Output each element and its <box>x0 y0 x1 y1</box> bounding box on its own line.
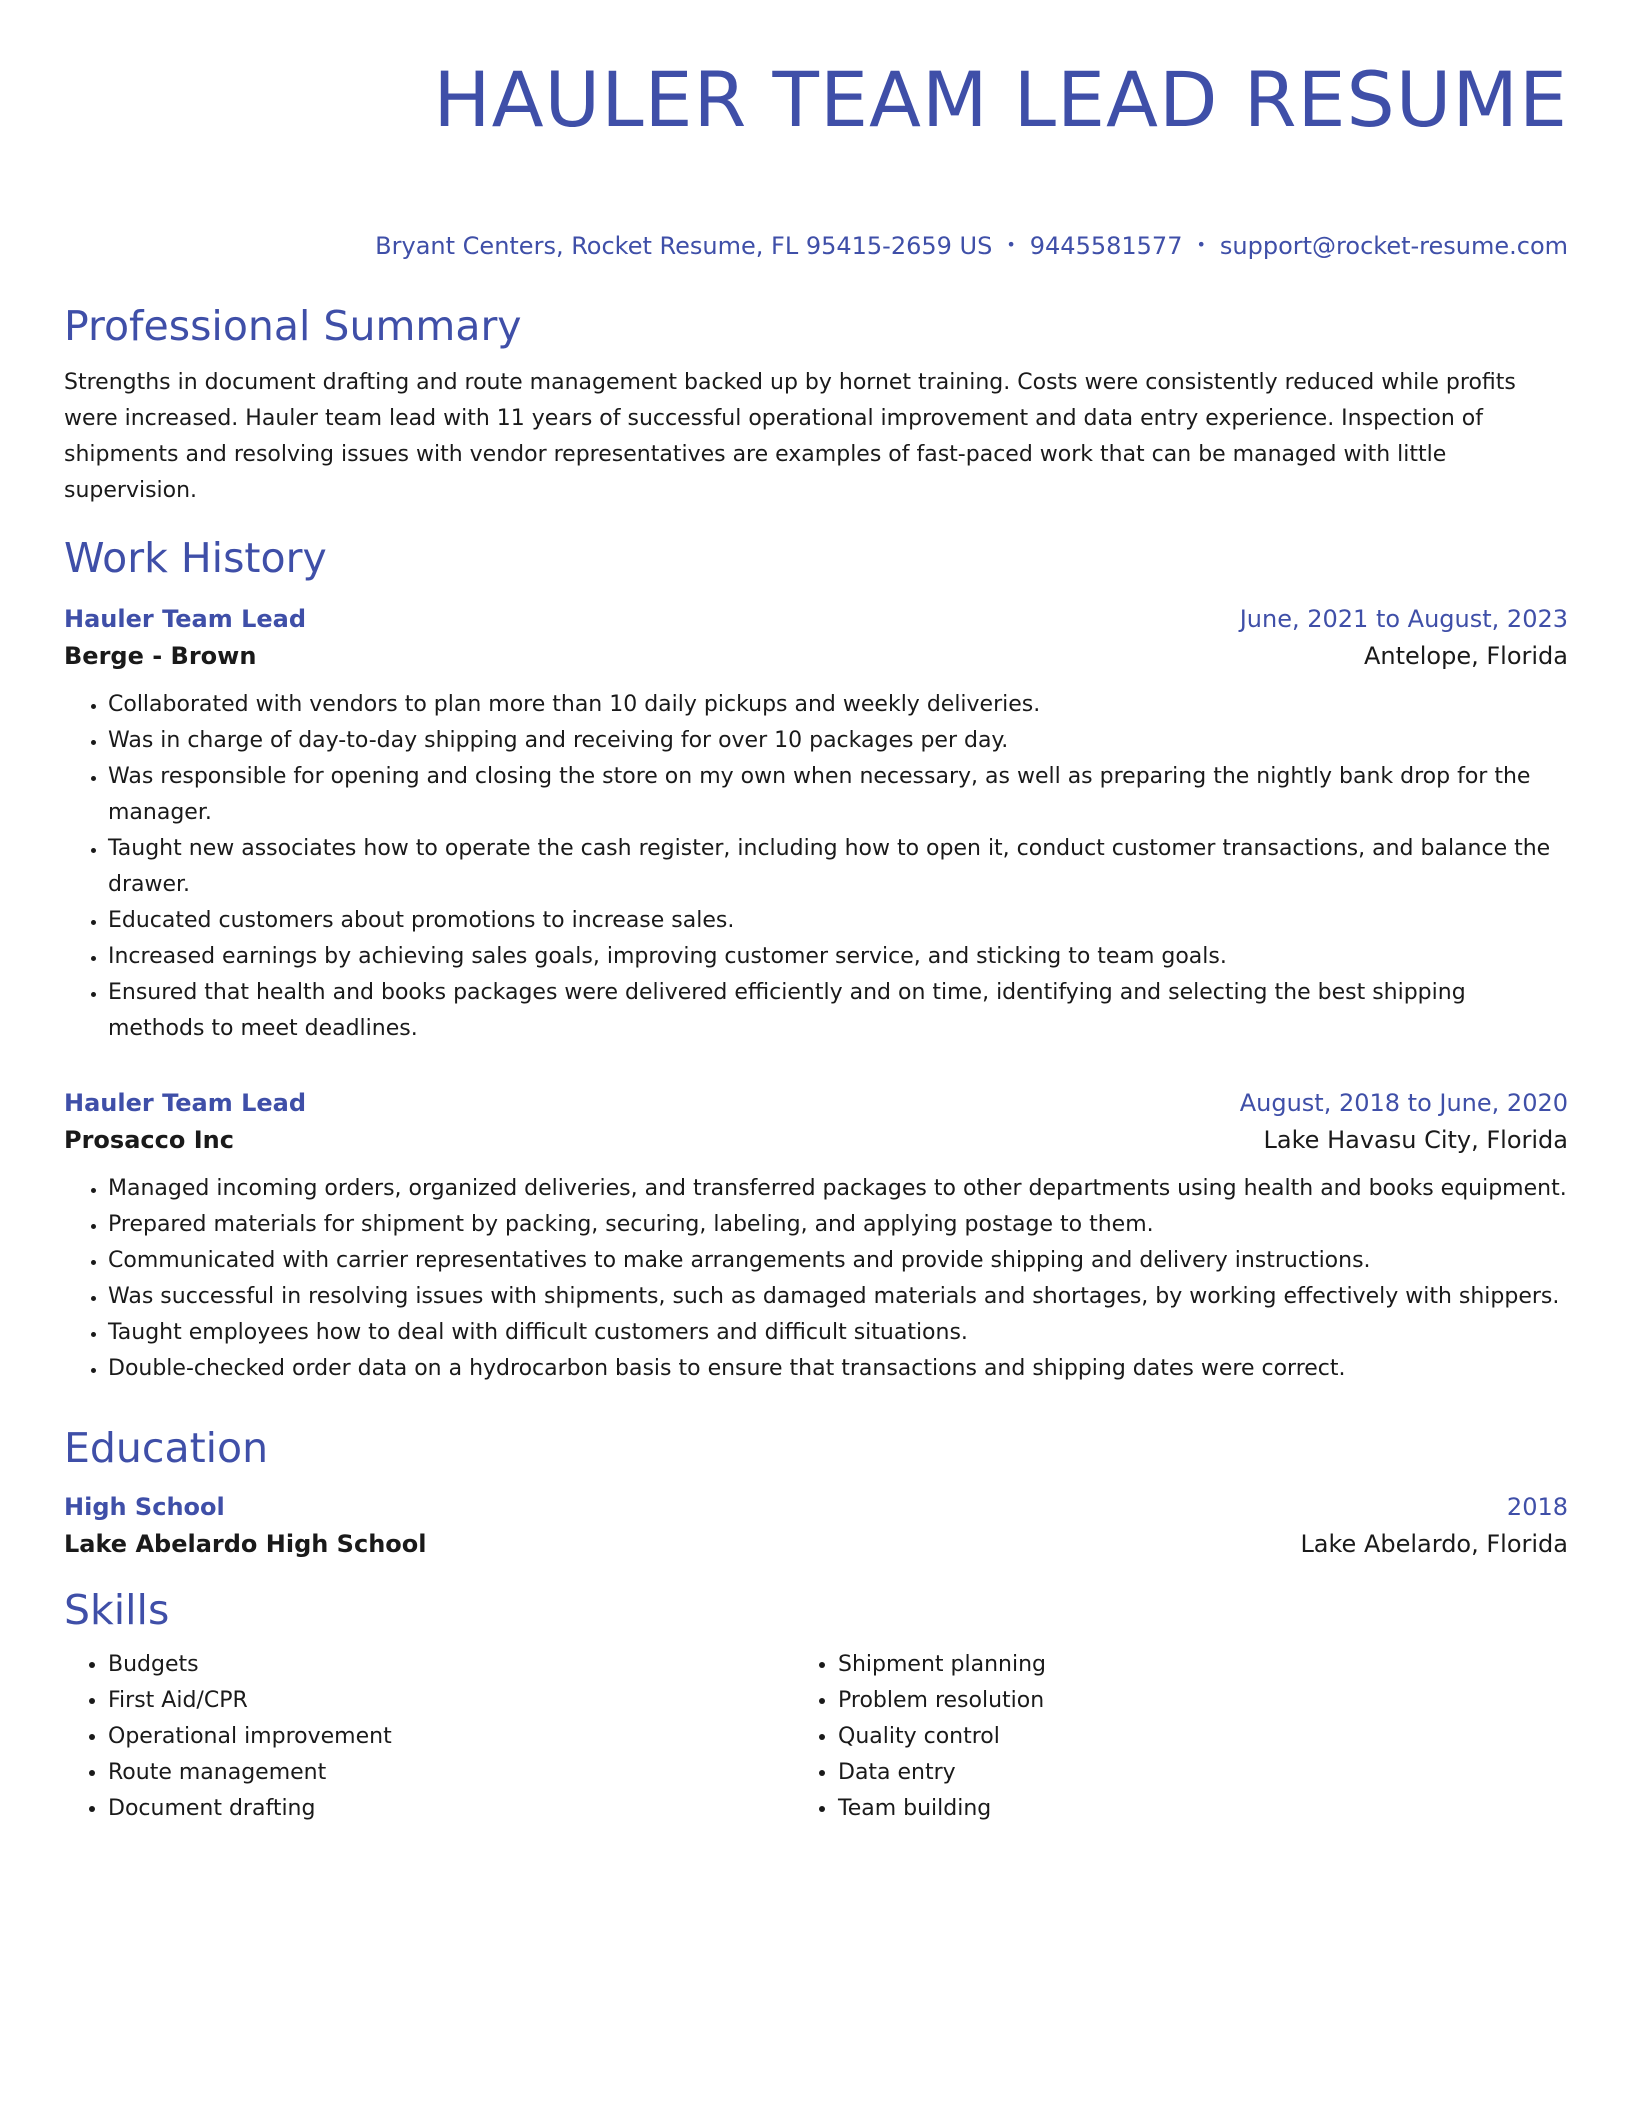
job-company: Prosacco Inc <box>64 1126 234 1154</box>
skill-item: • Route management <box>108 1755 754 1791</box>
education-location: Lake Abelardo, Florida <box>1300 1530 1568 1558</box>
contact-line <box>64 230 1568 263</box>
job-company: Berge - Brown <box>64 642 257 670</box>
skill-item: • Data entry <box>838 1755 1484 1791</box>
job-bullet: • Double-checked order data on a hydrocarbon basis to ensure that transactions and shipping dates were correct. <box>108 1351 1568 1387</box>
education-degree: High School <box>64 1493 225 1521</box>
job-bullets <box>64 1171 1568 1387</box>
skills-column-right <box>794 1647 1484 1827</box>
contact-email: support@rocket-resume.com <box>1219 232 1568 260</box>
education-entry <box>64 1489 1568 1563</box>
education-school: Lake Abelardo High School <box>64 1530 427 1558</box>
job-bullet: • Educated customers about promotions to increase sales. <box>108 903 1568 939</box>
contact-phone: 9445581577 <box>1029 232 1183 260</box>
work-history-heading: Work History <box>64 534 327 582</box>
job-bullet: • Communicated with carrier representatives to make arrangements and provide shipping and delivery instructions. <box>108 1243 1568 1279</box>
job-title: Hauler Team Lead <box>64 1089 307 1117</box>
skill-item: • Operational improvement <box>108 1719 754 1755</box>
job-entry <box>64 601 1568 1047</box>
skill-item: • Budgets <box>108 1647 754 1683</box>
job-bullet: • Managed incoming orders, organized deliveries, and transferred packages to other departments using health and books equipment. <box>108 1171 1568 1207</box>
job-bullet: • Taught employees how to deal with difficult customers and difficult situations. <box>108 1315 1568 1351</box>
skill-item: • Problem resolution <box>838 1683 1484 1719</box>
skills-column-left <box>64 1647 754 1827</box>
skill-item: • Shipment planning <box>838 1647 1484 1683</box>
job-bullet: • Taught new associates how to operate the cash register, including how to open it, conduct customer transactions, and balance the drawer. <box>108 831 1568 903</box>
skill-item: • Quality control <box>838 1719 1484 1755</box>
job-bullet: • Increased earnings by achieving sales goals, improving customer service, and sticking to team goals. <box>108 939 1568 975</box>
job-bullet: • Collaborated with vendors to plan more than 10 daily pickups and weekly deliveries. <box>108 687 1568 723</box>
job-location: Lake Havasu City, Florida <box>1263 1126 1568 1154</box>
skills-list <box>64 1647 1568 1827</box>
skill-item: • Document drafting <box>108 1791 754 1827</box>
job-bullet: • Was responsible for opening and closing the store on my own when necessary, as well as preparing the nightly bank drop for the manager. <box>108 759 1568 831</box>
job-bullet: • Was successful in resolving issues with shipments, such as damaged materials and shortages, by working effectively with shippers. <box>108 1279 1568 1315</box>
skills-heading: Skills <box>64 1586 170 1634</box>
job-location: Antelope, Florida <box>1363 642 1568 670</box>
job-dates: June, 2021 to August, 2023 <box>1239 605 1568 633</box>
contact-separator: • <box>1196 235 1206 254</box>
job-bullet: • Ensured that health and books packages were delivered efficiently and on time, identifying and selecting the best shipping methods to meet deadlines. <box>108 975 1568 1047</box>
job-dates: August, 2018 to June, 2020 <box>1239 1089 1568 1117</box>
contact-address: Bryant Centers, Rocket Resume, FL 95415-2659 US <box>375 232 993 260</box>
summary-text: Strengths in document drafting and route management backed up by hornet training. Costs were consistently reduced while profits were increased. Hauler team lead with 11 years of successful operational improvement and data entry experience. Inspection of shipments and resolving issues with vendor representatives are examples of fast-paced work that can be managed with little supervision. <box>64 370 1516 503</box>
job-title: Hauler Team Lead <box>64 605 307 633</box>
contact-separator: • <box>1006 235 1016 254</box>
resume-title: HAULER TEAM LEAD RESUME <box>433 55 1568 144</box>
job-bullet: • Was in charge of day-to-day shipping and receiving for over 10 packages per day. <box>108 723 1568 759</box>
summary-heading: Professional Summary <box>64 302 522 350</box>
education-year: 2018 <box>1506 1493 1568 1521</box>
skill-item: • First Aid/CPR <box>108 1683 754 1719</box>
job-entry <box>64 1085 1568 1387</box>
skill-item: • Team building <box>838 1791 1484 1827</box>
job-bullets <box>64 687 1568 1047</box>
job-bullet: • Prepared materials for shipment by packing, securing, labeling, and applying postage to them. <box>108 1207 1568 1243</box>
education-heading: Education <box>64 1424 269 1472</box>
